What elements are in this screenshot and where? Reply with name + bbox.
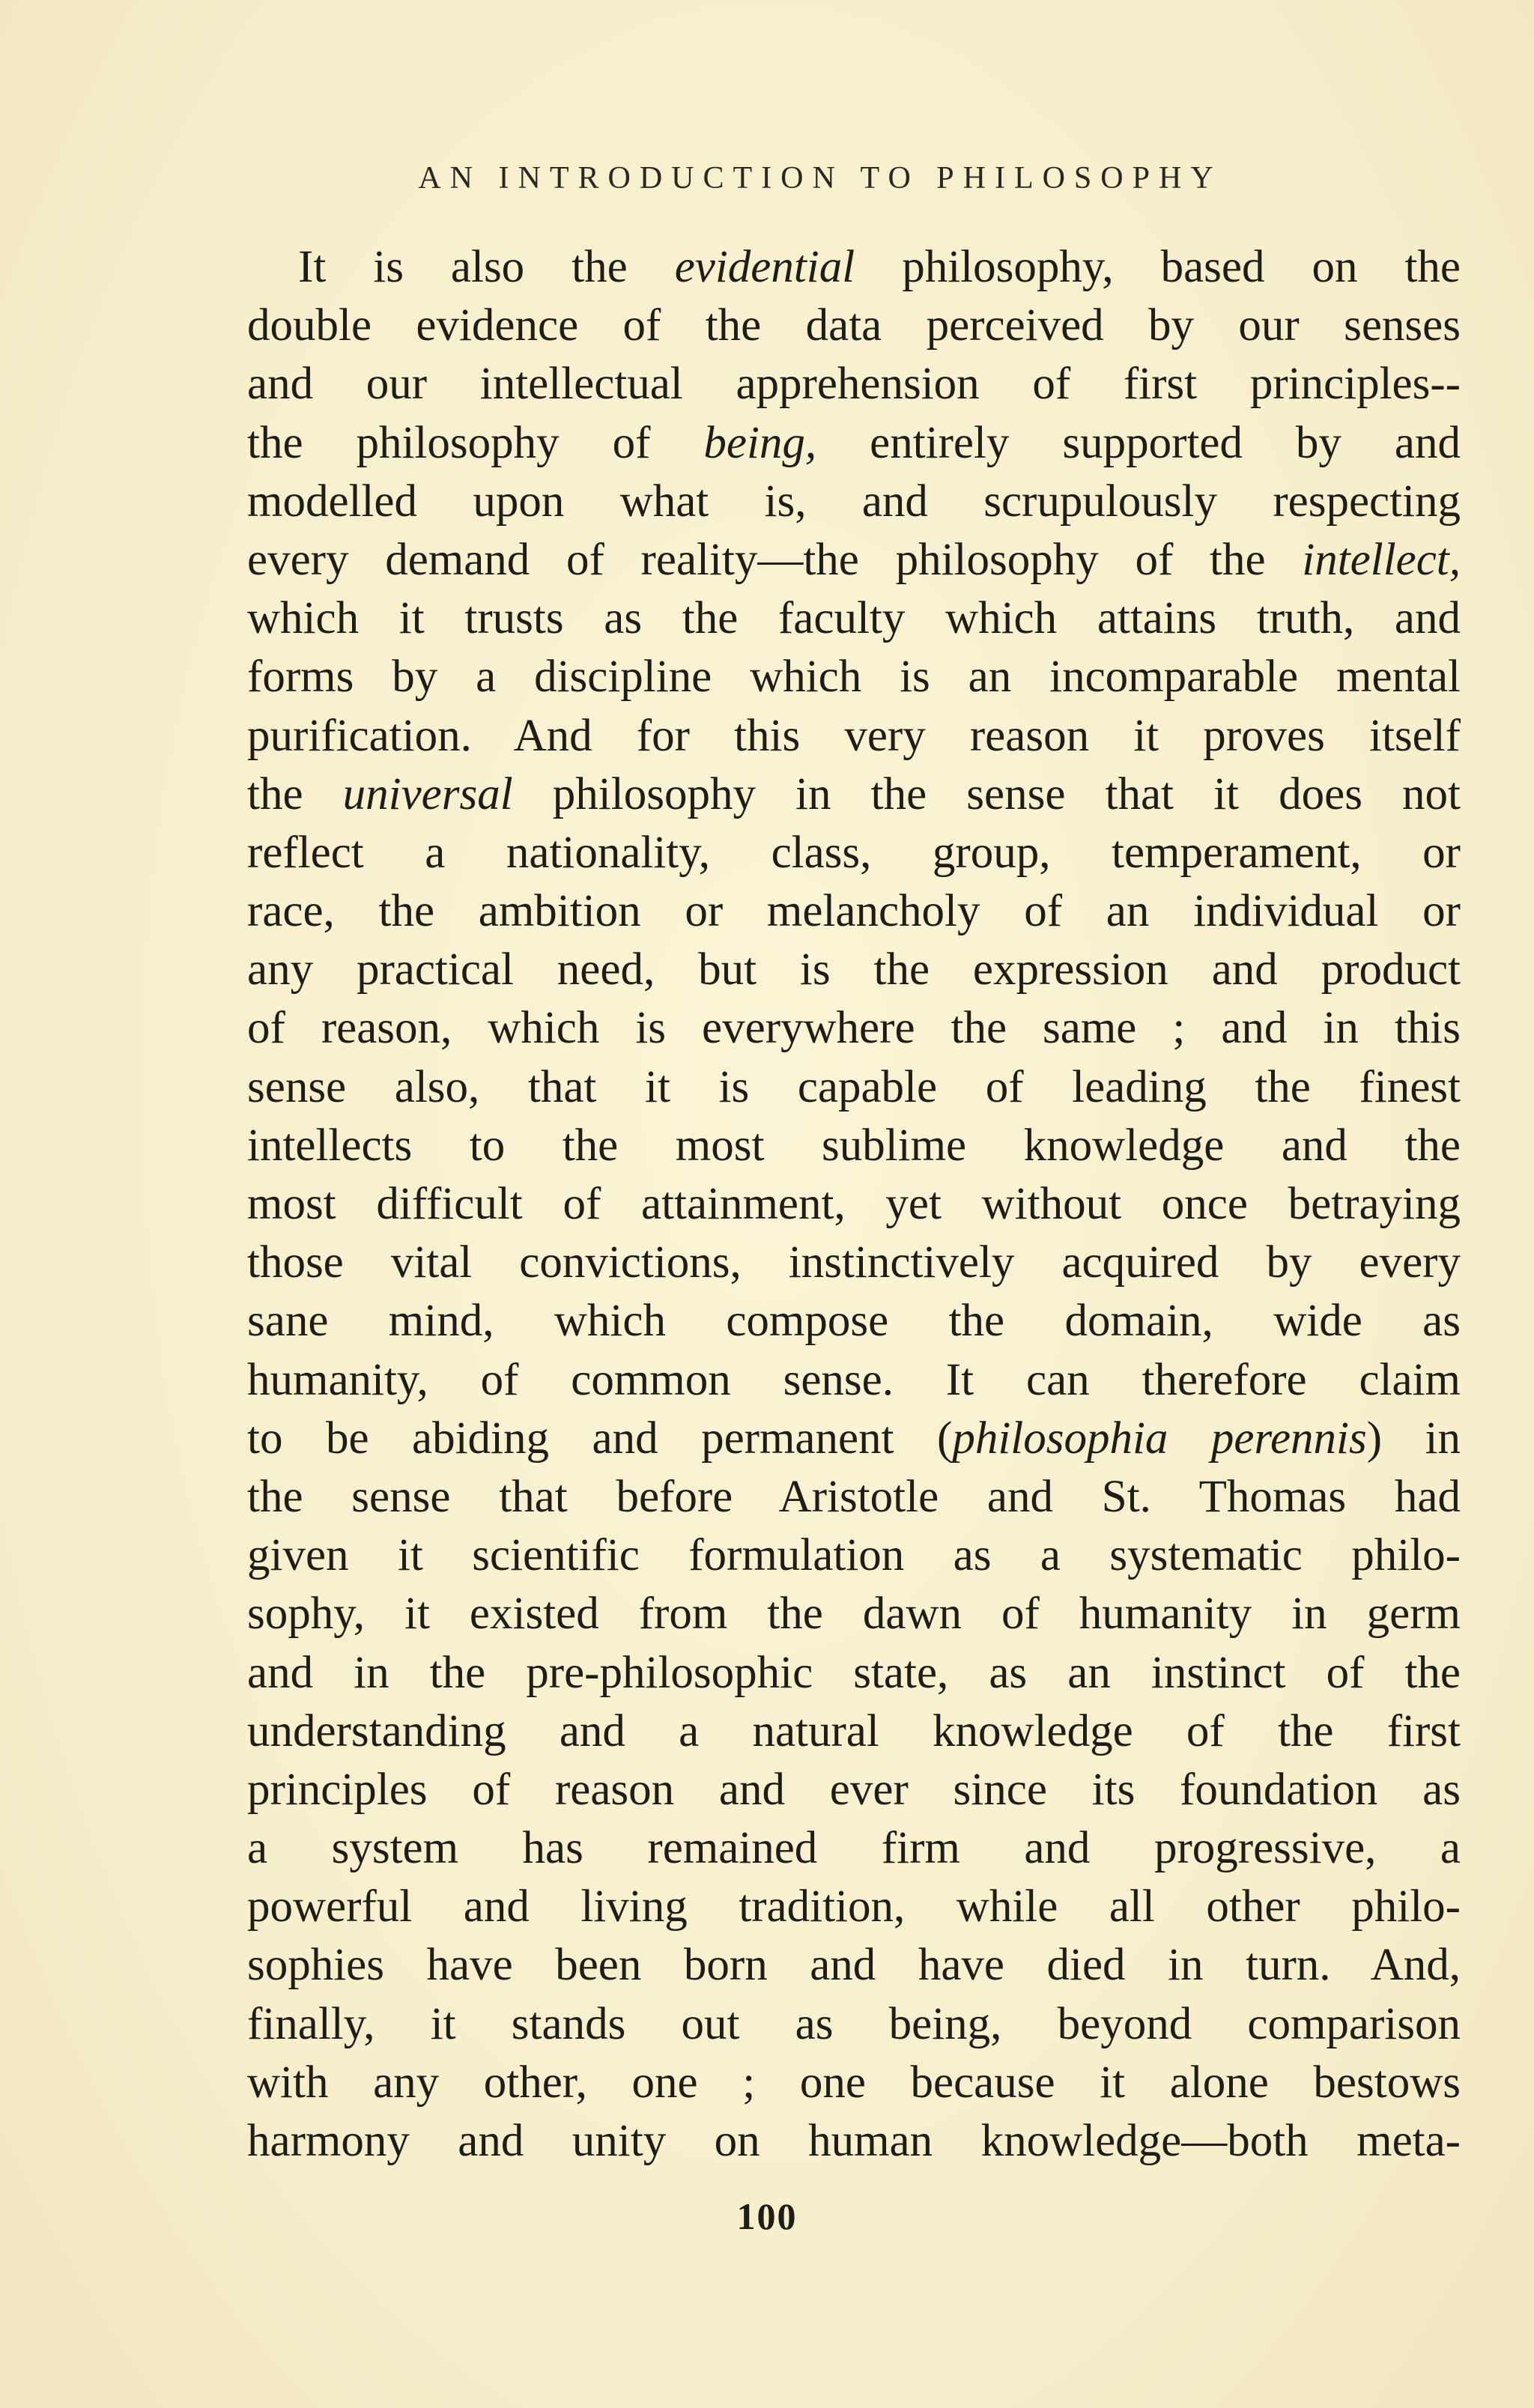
text-line: double evidence of the data perceived by our senses xyxy=(247,300,1461,351)
text-line: the philosophy of being, entirely supported by and xyxy=(247,417,1461,468)
text-line: given it scientific formulation as a systematic philo- xyxy=(247,1530,1461,1581)
text-line: modelled upon what is, and scrupulously respecting xyxy=(247,476,1461,527)
text-line: sane mind, which compose the domain, wide as xyxy=(247,1296,1461,1347)
text-line: finally, it stands out as being, beyond comparison xyxy=(247,1998,1461,2049)
text-line: principles of reason and ever since its foundation as xyxy=(247,1764,1461,1815)
text-line: sophies have been born and have died in turn. And, xyxy=(247,1940,1461,1991)
text-line: understanding and a natural knowledge of the first xyxy=(247,1705,1461,1756)
text-line: It is also the evidential philosophy, based on the xyxy=(298,242,1461,292)
text-line: those vital convictions, instinctively acquired by every xyxy=(247,1237,1461,1288)
text-line: harmony and unity on human knowledge—both meta- xyxy=(247,2116,1461,2166)
text-line: sophy, it existed from the dawn of humanity in germ xyxy=(247,1589,1461,1640)
text-line: every demand of reality—the philosophy of the intellect, xyxy=(247,534,1461,585)
text-line: purification. And for this very reason it proves itself xyxy=(247,710,1461,761)
text-line: and in the pre-philosophic state, as an instinct of the xyxy=(247,1647,1461,1698)
text-line: a system has remained firm and progressive, a xyxy=(247,1823,1461,1874)
body-text xyxy=(247,238,1461,2171)
text-line: and our intellectual apprehension of first principles-- xyxy=(247,359,1461,410)
text-line: to be abiding and permanent (philosophia perennis) in xyxy=(247,1413,1461,1464)
page-number: 100 xyxy=(736,2195,798,2237)
text-line: humanity, of common sense. It can therefore claim xyxy=(247,1354,1461,1405)
text-line: race, the ambition or melancholy of an individual or xyxy=(247,886,1461,937)
text-line: forms by a discipline which is an incomparable mental xyxy=(247,652,1461,703)
text-line: the universal philosophy in the sense that it does not xyxy=(247,768,1461,819)
text-line: intellects to the most sublime knowledge and the xyxy=(247,1120,1461,1171)
text-line: most difficult of attainment, yet without once betraying xyxy=(247,1179,1461,1229)
text-line: sense also, that it is capable of leading the finest xyxy=(247,1061,1461,1112)
text-line: powerful and living tradition, while all other philo- xyxy=(247,1881,1461,1932)
text-line: with any other, one ; one because it alone bestows xyxy=(247,2057,1461,2108)
running-head: AN INTRODUCTION TO PHILOSOPHY xyxy=(418,161,1222,195)
text-line: of reason, which is everywhere the same ; and in this xyxy=(247,1003,1461,1054)
text-line: any practical need, but is the expression and product xyxy=(247,944,1461,995)
text-line: which it trusts as the faculty which attains truth, and xyxy=(247,593,1461,644)
text-line: reflect a nationality, class, group, temperament, or xyxy=(247,827,1461,878)
text-line: the sense that before Aristotle and St. Thomas had xyxy=(247,1471,1461,1522)
